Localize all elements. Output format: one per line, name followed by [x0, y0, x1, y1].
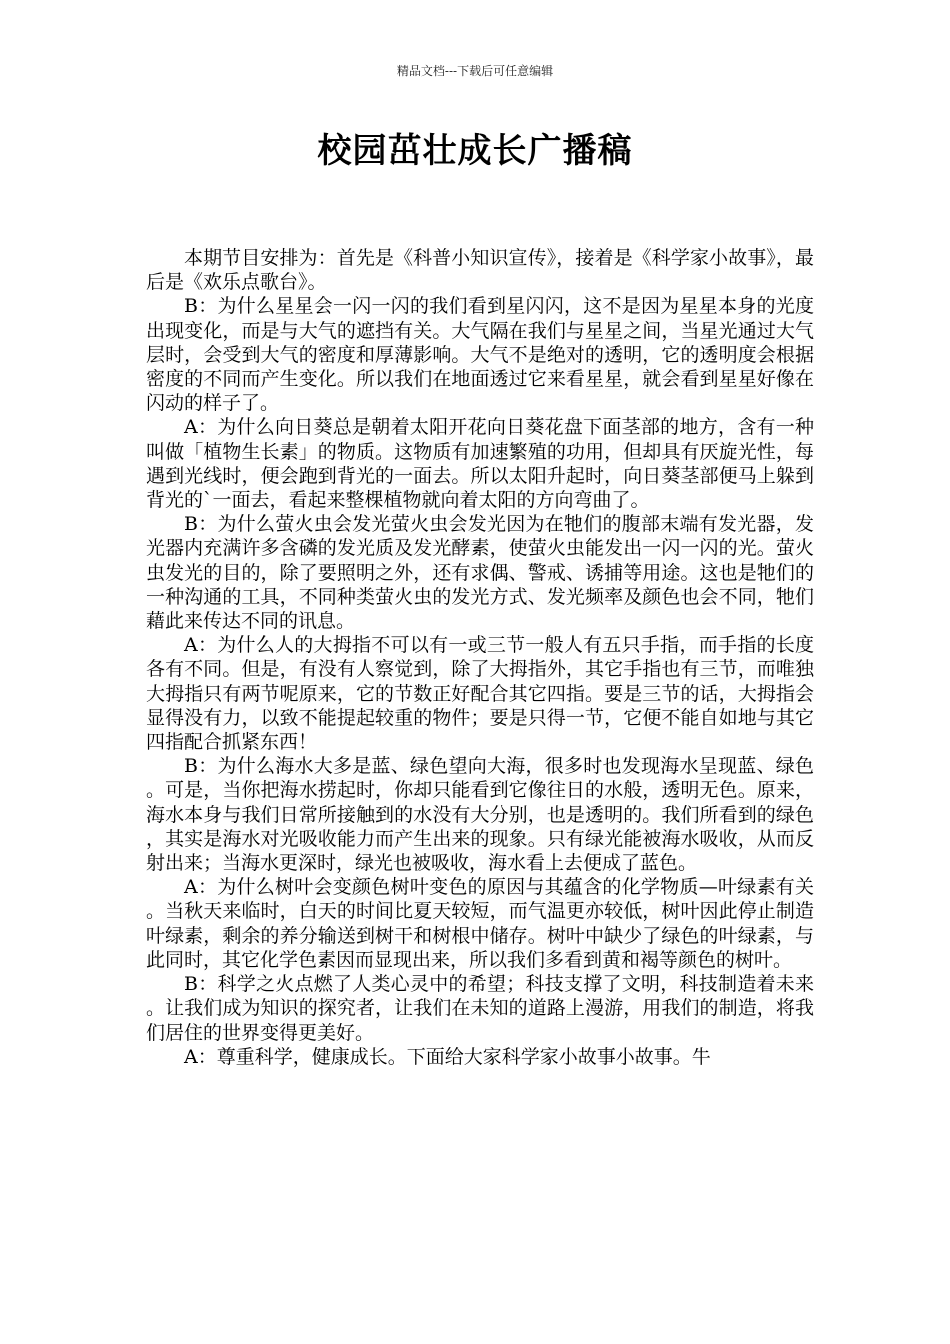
paragraph-sunflower: A：为什么向日葵总是朝着太阳开花向日葵花盘下面茎部的地方，含有一种叫做「植物生长素」的物质。这物质有加速繁殖的功用，但却具有厌旋光性，每遇到光线时，便会跑到背光的一面去。所以太阳升起时，向日葵茎部便马上躲到背光的`一面去，看起来整棵植物就向着太阳的方向弯曲了。 [146, 416, 814, 512]
document-title: 校园茁壮成长广播稿 [317, 131, 633, 171]
paragraph-firefly: B：为什么萤火虫会发光萤火虫会发光因为在牠们的腹部末端有发光器，发光器内充满许多含磷的发光质及发光酵素，使萤火虫能发出一闪一闪的光。萤火虫发光的目的，除了要照明之外，还有求偶、警戒、诱捕等用途。这也是牠们的一种沟通的工具，不同种类萤火虫的发光方式、发光频率及颜色也会不同，牠们藉此来传达不同的讯息。 [146, 513, 814, 633]
paragraph-leaf-color: A：为什么树叶会变颜色树叶变色的原因与其蕴含的化学物质—叶绿素有关。当秋天来临时，白天的时间比夏天较短，而气温更亦较低，树叶因此停止制造叶绿素，剩余的养分输送到树干和树根中储存。树叶中缺少了绿色的叶绿素，与此同时，其它化学色素因而显现出来，所以我们多看到黄和褐等颜色的树叶。 [146, 876, 814, 971]
paragraph-sea-color: B：为什么海水大多是蓝、绿色望向大海，很多时也发现海水呈现蓝、绿色。可是，当你把海水捞起时，你却只能看到它像往日的水般，透明无色。原来，海水本身与我们日常所接触到的水没有大分别，也是透明的。我们所看到的绿色，其实是海水对光吸收能力而产生出来的现象。只有绿光能被海水吸收，从而反射出来；当海水更深时，绿光也被吸收，海水看上去便成了蓝色。 [146, 755, 814, 875]
paragraph-program-intro: 本期节目安排为：首先是《科普小知识宣传》，接着是《科学家小故事》，最后是《欢乐点歌台》。 [146, 247, 814, 294]
paragraph-thumb: A：为什么人的大拇指不可以有一或三节一般人有五只手指，而手指的长度各有不同。但是，有没有人察觉到，除了大拇指外，其它手指也有三节，而唯独大拇指只有两节呢原来，它的节数正好配合其它四指。要是三节的话，大拇指会显得没有力，以致不能提起较重的物件；要是只得一节，它便不能自如地与其它四指配合抓紧东西！ [146, 634, 814, 754]
document-body [146, 246, 814, 1069]
paragraph-stars-twinkle: B：为什么星星会一闪一闪的我们看到星闪闪，这不是因为星星本身的光度出现变化，而是与大气的遮挡有关。大气隔在我们与星星之间，当星光通过大气层时，会受到大气的密度和厚薄影响。大气不是绝对的透明，它的透明度会根据密度的不同而产生变化。所以我们在地面透过它来看星星，就会看到星星好像在闪动的样子了。 [146, 295, 814, 415]
page-header: 精品文档---下载后可任意编辑 [396, 64, 554, 78]
paragraph-science-fire: B：科学之火点燃了人类心灵中的希望；科技支撑了文明，科技制造着未来。让我们成为知识的探究者，让我们在未知的道路上漫游，用我们的制造，将我们居住的世界变得更美好。 [146, 973, 814, 1044]
paragraph-respect-science: A：尊重科学，健康成长。下面给大家科学家小故事小故事。牛 [184, 1045, 711, 1068]
